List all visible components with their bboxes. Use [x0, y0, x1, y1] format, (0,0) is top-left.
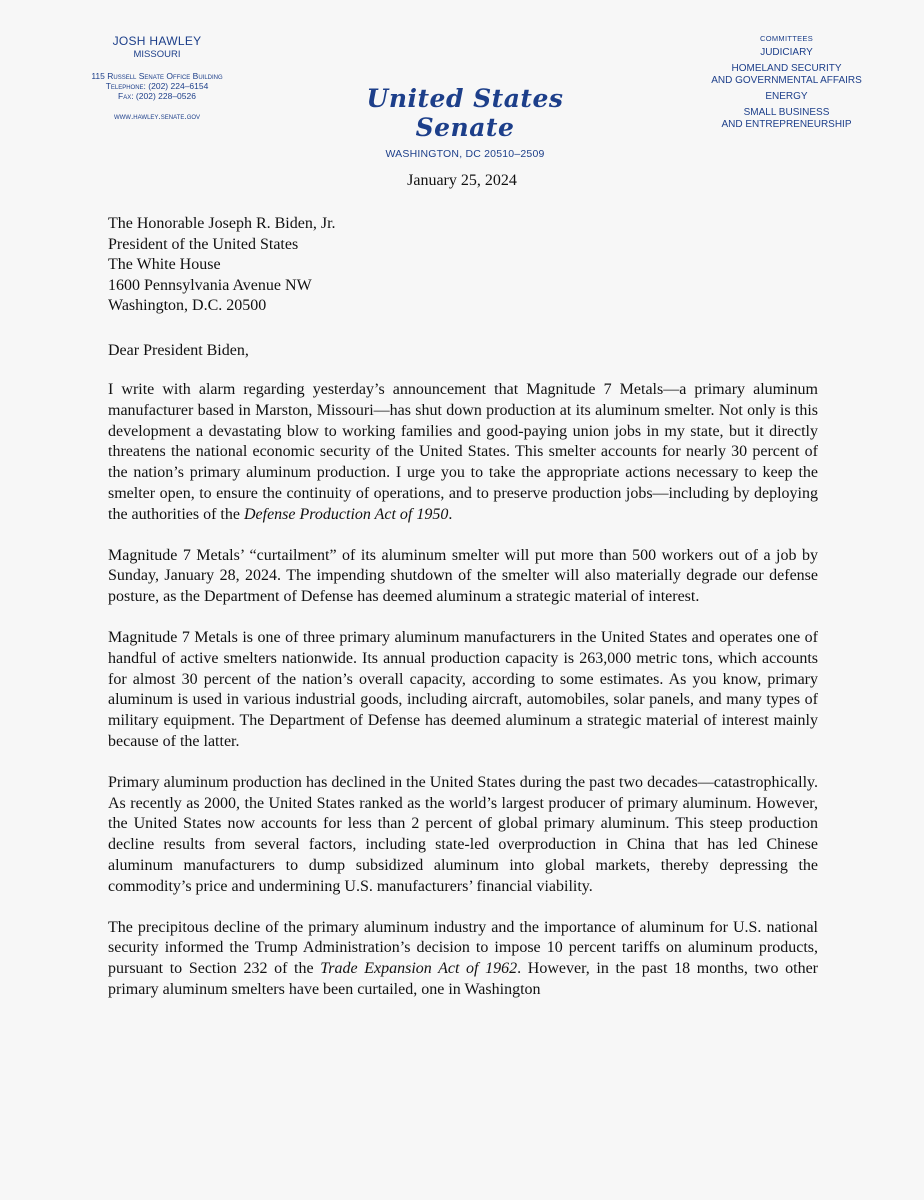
body-paragraph: Magnitude 7 Metals is one of three primary aluminum manufacturers in the United States and operates one of handful of active smelters nationwide. Its annual production capacity is 263,000 metric tons, which accounts for almost 30 percent of the nation’s overall capacity, according to some estimates. As you know, primary aluminum is used in various industrial goods, including aircraft, automobiles, solar panels, and many types of military equipment. The Department of Defense has deemed aluminum a strategic material of interest mainly because of the latter.	[108, 628, 818, 750]
recipient-line: President of the United States	[108, 235, 299, 253]
committees-title: COMMITTEES	[760, 34, 813, 43]
body-paragraph: Magnitude 7 Metals’ “curtailment” of its aluminum smelter will put more than 500 workers out of a job by Sunday, January 28, 2024. The impending shutdown of the smelter will also materially degrade our defense posture, as the Department of Defense has deemed aluminum a strategic material of interest.	[108, 546, 818, 606]
office-address: 115 Russell Senate Office Building	[91, 71, 223, 81]
office-fax: Fax: (202) 228–0526	[118, 91, 196, 101]
committee-item: SMALL BUSINESS AND ENTREPRENEURSHIP	[721, 107, 852, 130]
committee-item: JUDICIARY	[760, 47, 813, 58]
senator-state: MISSOURI	[133, 49, 181, 60]
recipient-line: The White House	[108, 256, 221, 273]
body-paragraph: Primary aluminum production has declined in the United States during the past two decades—catastrophically. As recently as 2000, the United States ranked as the world’s largest producer of primary aluminum. However, the United States now accounts for less than 2 percent of global primary aluminum. This steep production decline results from several factors, including state-led overproduction in China that has led Chinese aluminum manufacturers to dump subsidized aluminum into global markets, thereby depressing the commodity’s price and undermining U.S. manufacturers’ financial viability.	[108, 773, 818, 895]
committee-item: ENERGY	[765, 91, 808, 102]
website-link[interactable]: www.hawley.senate.gov	[113, 111, 201, 121]
institution-name: United States Senate	[366, 84, 564, 142]
institution-city: WASHINGTON, DC 20510–2509	[385, 148, 545, 160]
senate-masthead	[320, 84, 610, 160]
office-telephone: Telephone: (202) 224–6154	[105, 81, 209, 91]
letter-body	[108, 380, 818, 1021]
office-contact	[52, 71, 262, 101]
senator-name: JOSH HAWLEY	[112, 34, 202, 48]
recipient-address	[108, 214, 336, 317]
committees-list	[684, 34, 889, 131]
body-paragraph: I write with alarm regarding yesterday’s announcement that Magnitude 7 Metals—a primary aluminum manufacturer based in Marston, Missouri—has shut down production at its aluminum smelter. Not only is this development a devastating blow to working families and good-paying union jobs in my state, but it directly threatens the national economic security of the United States. This smelter accounts for nearly 30 percent of the nation’s primary aluminum production. I urge you to take the appropriate actions necessary to keep the smelter open, to ensure the continuity of operations, and to preserve production jobs—including by deploying the authorities of the Defense Production Act of 1950.	[108, 381, 818, 523]
letter-date: January 25, 2024	[407, 172, 517, 189]
committee-item: HOMELAND SECURITY AND GOVERNMENTAL AFFAIRS	[711, 63, 862, 86]
recipient-line: The Honorable Joseph R. Biden, Jr.	[108, 215, 336, 232]
body-paragraph: The precipitous decline of the primary aluminum industry and the importance of aluminum for U.S. national security informed the Trump Administration’s decision to impose 10 percent tariffs on aluminum products, pursuant to Section 232 of the Trade Expansion Act of 1962. However, in the past 18 months, two other primary aluminum smelters have been curtailed, one in Washington	[108, 918, 818, 998]
senator-letterhead	[52, 34, 262, 121]
recipient-line: 1600 Pennsylvania Avenue NW	[108, 276, 312, 294]
recipient-line: Washington, D.C. 20500	[108, 297, 267, 314]
salutation: Dear President Biden,	[108, 342, 249, 359]
